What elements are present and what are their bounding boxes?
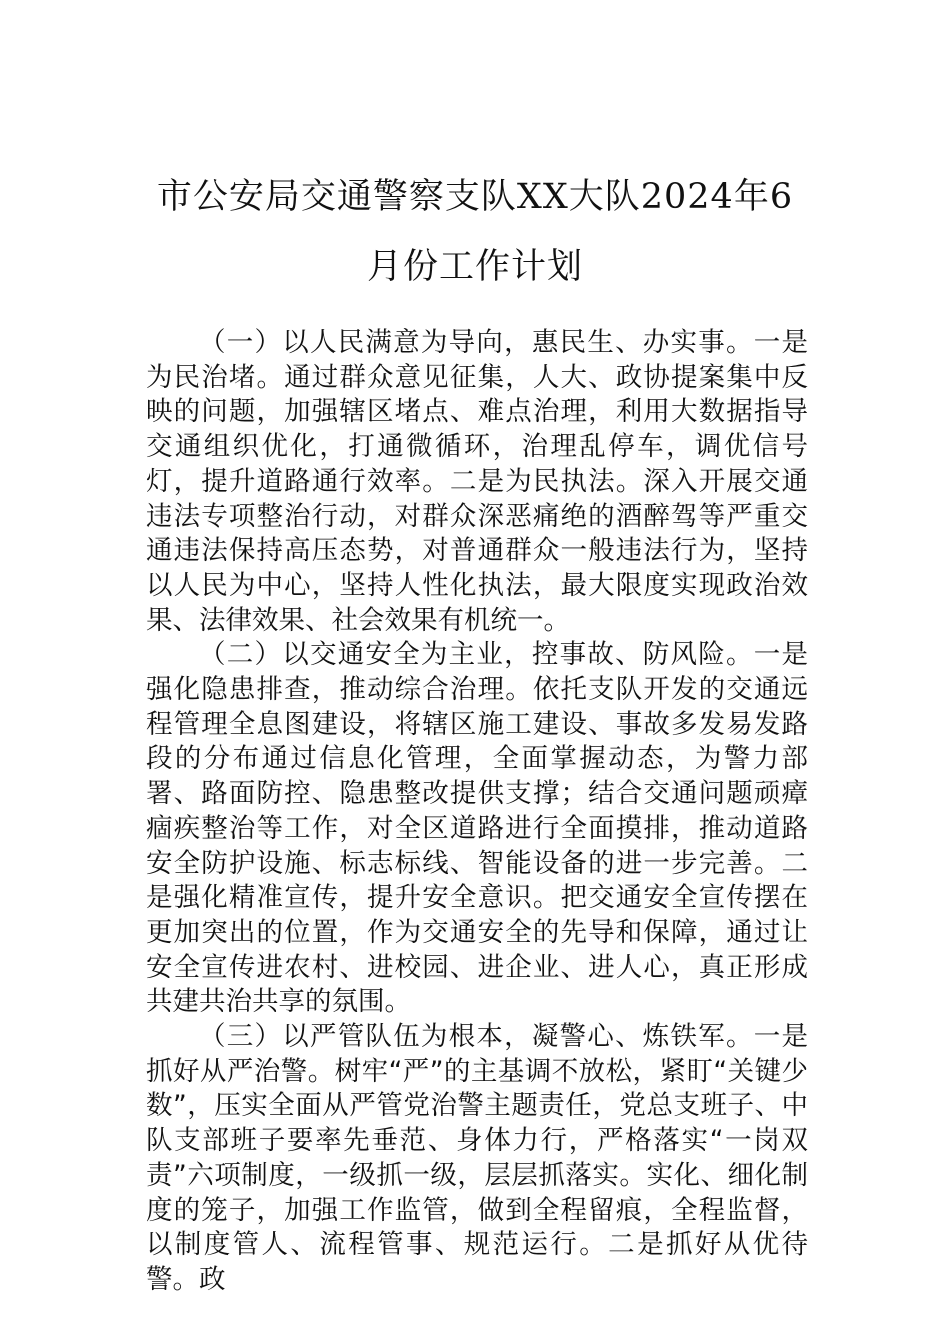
- document-body: [146, 326, 808, 1298]
- title-line-1: 市公安局交通警察支队XX大队2024年6: [156, 177, 794, 217]
- paragraph-1: （一）以人民满意为导向，惠民生、办实事。一是为民治堵。通过群众意见征集，人大、政协提案集中反映的问题，加强辖区堵点、难点治理，利用大数据指导交通组织优化，打通微循环，治理乱停车，调优信号灯，提升道路通行效率。二是为民执法。深入开展交通违法专项整治行动，对群众深恶痛绝的酒醉驾等严重交通违法保持高压态势，对普通群众一般违法行为，坚持以人民为中心，坚持人性化执法，最大限度实现政治效果、法律效果、社会效果有机统一。: [146, 327, 808, 636]
- document-title: [120, 162, 830, 302]
- paragraph-3: （三）以严管队伍为根本，凝警心、炼铁军。一是抓好从严治警。树牢“严”的主基调不放松，紧盯“关键少数”，压实全面从严管党治警主题责任，党总支班子、中队支部班子要率先垂范、身体力行，严格落实“一岗双责”六项制度，一级抓一级，层层抓落实。实化、细化制度的笼子，加强工作监管，做到全程留痕，全程监督，以制度管人、流程管事、规范运行。二是抓好从优待警。政: [146, 1021, 808, 1295]
- title-line-2: 月份工作计划: [366, 247, 583, 287]
- paragraph-2: （二）以交通安全为主业，控事故、防风险。一是强化隐患排查，推动综合治理。依托支队开发的交通远程管理全息图建设，将辖区施工建设、事故多发易发路段的分布通过信息化管理，全面掌握动态，为警力部署、路面防控、隐患整改提供支撑；结合交通问题顽瘴痼疾整治等工作，对全区道路进行全面摸排，推动道路安全防护设施、标志标线、智能设备的进一步完善。二是强化精准宣传，提升安全意识。把交通安全宣传摆在更加突出的位置，作为交通安全的先导和保障，通过让安全宣传进农村、进校园、进企业、进人心，真正形成共建共治共享的氛围。: [146, 639, 808, 1018]
